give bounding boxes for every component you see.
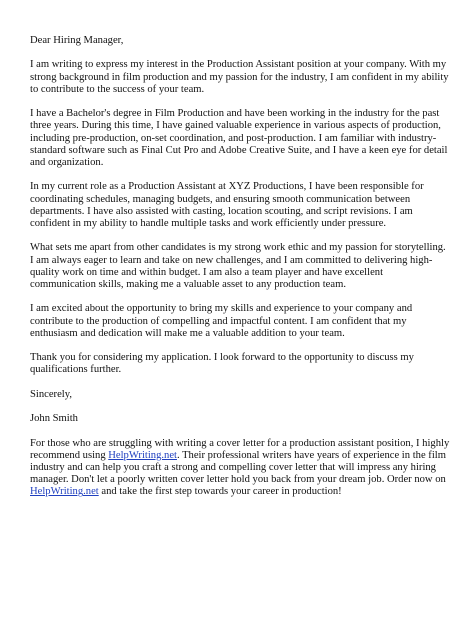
promo-paragraph xyxy=(30,438,450,499)
paragraph-current-role: In my current role as a Production Assistant at XYZ Productions, I have been responsible for coordinating schedules, managing budgets, and ensuring smooth communication between departments. I have also assisted with casting, location scouting, and script revisions. I am confident in my ability to handle multiple tasks and work efficiently under pressure. xyxy=(30,181,424,229)
helpwriting-link-2[interactable]: HelpWriting.net xyxy=(30,486,99,498)
paragraph-excitement: I am excited about the opportunity to bring my skills and experience to your company and contribute to the production of compelling and impactful content. I am confident that my enthusiasm and dedication will make me a valuable addition to your team. xyxy=(30,303,413,339)
paragraph-thanks: Thank you for considering my application. I look forward to the opportunity to discuss my qualifications further. xyxy=(30,352,414,376)
greeting: Dear Hiring Manager, xyxy=(30,35,124,46)
paragraph-strengths: What sets me apart from other candidates is my strong work ethic and my passion for storytelling. I am always eager to learn and take on new challenges, and I am committed to delivering high-quality work on time and within budget. I am also a team player and have excellent communication skills, making me a valuable asset to any production team. xyxy=(30,242,446,290)
paragraph-interest: I am writing to express my interest in the Production Assistant position at your company. With my strong background in film production and my passion for the industry, I am confident in my ability to contribute to the success of your team. xyxy=(30,59,449,95)
signature: John Smith xyxy=(30,413,78,425)
promo-text-end: and take the first step towards your career in production! xyxy=(98,486,342,498)
cover-letter xyxy=(30,35,450,511)
closing: Sincerely, xyxy=(30,388,72,400)
promo-text-intro: For those who are struggling with writing a cover letter for a production assistant position, I highly recommend using xyxy=(30,437,450,461)
paragraph-education: I have a Bachelor's degree in Film Production and have been working in the industry for the past three years. During this time, I have gained valuable experience in various aspects of production, including pre-production, on-set coordination, and post-production. I am familiar with industry-standard software such as Final Cut Pro and Adobe Creative Suite, and I have a keen eye for detail and organization. xyxy=(30,108,448,168)
helpwriting-link-1[interactable]: HelpWriting.net xyxy=(108,449,177,461)
promo-text-middle: . Their professional writers have years of experience in the film industry and can help you craft a strong and compelling cover letter that will impress any hiring manager. Don't let a poorly written cover letter hold you back from your dream job. Order now on xyxy=(30,449,446,486)
